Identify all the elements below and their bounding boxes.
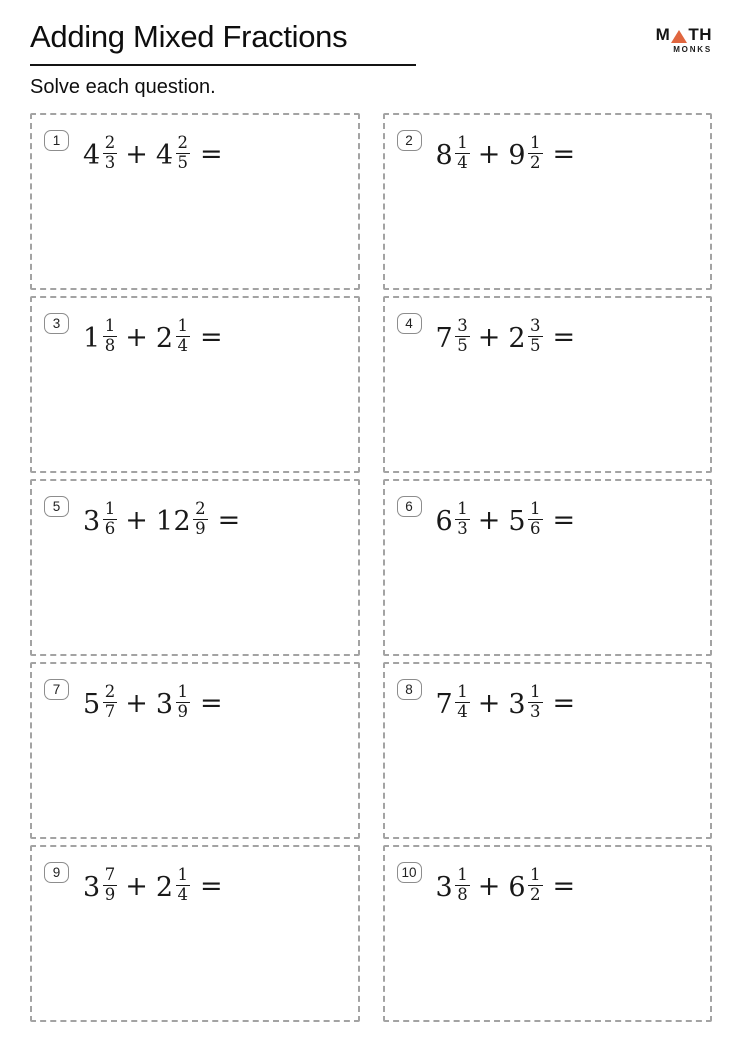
problem-number-badge	[44, 496, 69, 517]
whole-number-2: 3	[508, 688, 526, 720]
fraction-1	[455, 864, 470, 905]
math-monks-logo	[656, 26, 712, 54]
equals-sign: =	[552, 505, 576, 537]
numerator-1: 1	[457, 864, 468, 884]
plus-operator: +	[477, 322, 501, 354]
denominator-2: 5	[530, 336, 541, 356]
numerator-2: 1	[530, 498, 541, 518]
numerator-1: 2	[104, 681, 116, 701]
math-expression	[435, 132, 576, 173]
denominator-1: 4	[457, 702, 468, 722]
whole-number-2: 2	[155, 871, 174, 903]
fraction-1	[455, 681, 470, 722]
logo-subtext: MONKS	[673, 45, 712, 54]
whole-number-2: 12	[155, 505, 192, 537]
whole-number-2: 6	[508, 871, 527, 903]
fraction-2	[528, 498, 543, 539]
whole-number-2: 5	[508, 505, 526, 537]
whole-number-1: 3	[83, 871, 101, 903]
fraction-1	[103, 498, 118, 539]
whole-number-1: 8	[435, 139, 454, 171]
plus-operator: +	[125, 688, 148, 720]
whole-number-2: 4	[155, 139, 174, 171]
plus-operator: +	[125, 322, 148, 354]
denominator-1: 3	[457, 519, 468, 539]
triangle-icon	[671, 30, 687, 43]
equals-sign: =	[552, 688, 576, 720]
logo-letters-th: TH	[688, 25, 712, 44]
whole-number-1: 1	[83, 322, 101, 354]
numerator-2: 1	[530, 681, 541, 701]
denominator-2: 4	[177, 885, 188, 905]
math-expression	[435, 681, 576, 722]
denominator-2: 5	[177, 153, 188, 173]
fraction-1	[103, 681, 118, 722]
plus-operator: +	[125, 871, 148, 903]
problem-box	[30, 662, 360, 839]
numerator-2: 1	[530, 864, 541, 884]
whole-number-1: 7	[435, 322, 454, 354]
denominator-1: 6	[104, 519, 116, 539]
math-expression	[83, 864, 223, 905]
fraction-2	[193, 498, 208, 539]
denominator-1: 4	[457, 153, 468, 173]
problem-number-badge	[397, 130, 422, 151]
numerator-1: 7	[104, 864, 116, 884]
denominator-2: 4	[177, 336, 188, 356]
equals-sign: =	[552, 139, 576, 171]
fraction-2	[176, 681, 191, 722]
problem-number-badge	[44, 313, 69, 334]
problem-number: 5	[52, 498, 61, 514]
instructions-text: Solve each question.	[30, 75, 216, 98]
fraction-2	[528, 681, 543, 722]
numerator-2: 2	[195, 498, 206, 518]
numerator-1: 2	[104, 132, 116, 152]
whole-number-1: 7	[435, 688, 454, 720]
equals-sign: =	[200, 139, 223, 171]
numerator-2: 1	[530, 132, 541, 152]
problem-box	[383, 662, 713, 839]
fraction-1	[455, 132, 470, 173]
fraction-2	[176, 315, 191, 356]
problem-number: 8	[405, 681, 413, 697]
problem-number-badge	[397, 679, 422, 700]
fraction-1	[103, 132, 118, 173]
denominator-1: 9	[104, 885, 116, 905]
numerator-2: 1	[177, 315, 188, 335]
logo-letter-m: M	[655, 25, 671, 44]
numerator-1: 1	[104, 315, 116, 335]
problem-box	[383, 113, 713, 290]
whole-number-1: 4	[83, 139, 101, 171]
fraction-2	[528, 132, 543, 173]
fraction-2	[176, 132, 191, 173]
numerator-2: 3	[530, 315, 541, 335]
denominator-2: 3	[530, 702, 541, 722]
numerator-1: 1	[457, 498, 468, 518]
numerator-1: 1	[457, 132, 468, 152]
math-expression	[83, 132, 223, 173]
plus-operator: +	[477, 688, 501, 720]
denominator-2: 2	[530, 153, 541, 173]
math-expression	[83, 498, 241, 539]
whole-number-1: 3	[83, 505, 101, 537]
numerator-1: 1	[457, 681, 468, 701]
denominator-2: 9	[177, 702, 188, 722]
denominator-1: 3	[104, 153, 116, 173]
denominator-1: 5	[457, 336, 468, 356]
whole-number-2: 3	[155, 688, 174, 720]
plus-operator: +	[477, 871, 501, 903]
denominator-2: 6	[530, 519, 541, 539]
plus-operator: +	[477, 505, 501, 537]
denominator-2: 9	[195, 519, 206, 539]
fraction-1	[103, 864, 118, 905]
fraction-1	[103, 315, 118, 356]
whole-number-2: 9	[508, 139, 526, 171]
whole-number-2: 2	[155, 322, 174, 354]
problem-box	[383, 296, 713, 473]
page-title: Adding Mixed Fractions	[30, 19, 348, 54]
fraction-2	[528, 864, 543, 905]
title-block	[30, 19, 416, 66]
problem-number: 1	[52, 132, 61, 148]
fraction-2	[528, 315, 543, 356]
numerator-2: 2	[177, 132, 188, 152]
denominator-1: 8	[457, 885, 468, 905]
problem-number: 3	[52, 315, 61, 331]
plus-operator: +	[125, 139, 148, 171]
problem-box	[30, 296, 360, 473]
numerator-2: 1	[177, 681, 188, 701]
whole-number-1: 5	[83, 688, 101, 720]
plus-operator: +	[477, 139, 501, 171]
problem-number: 4	[405, 315, 413, 331]
numerator-1: 1	[104, 498, 116, 518]
problems-grid	[30, 113, 712, 1022]
problem-box	[30, 479, 360, 656]
whole-number-1: 3	[435, 871, 454, 903]
numerator-1: 3	[457, 315, 468, 335]
denominator-2: 2	[530, 885, 541, 905]
problem-number: 6	[405, 498, 413, 514]
denominator-1: 8	[104, 336, 116, 356]
page-header	[30, 0, 712, 66]
problem-box	[30, 845, 360, 1022]
math-expression	[435, 498, 576, 539]
problem-box	[383, 845, 713, 1022]
problem-number-badge	[44, 679, 69, 700]
problem-number-badge	[397, 496, 422, 517]
problem-number: 7	[52, 681, 61, 697]
problem-number: 10	[401, 864, 417, 880]
problem-number-badge	[44, 130, 69, 151]
equals-sign: =	[200, 322, 223, 354]
equals-sign: =	[200, 688, 223, 720]
math-expression	[435, 864, 576, 905]
equals-sign: =	[200, 871, 223, 903]
plus-operator: +	[125, 505, 148, 537]
math-expression	[83, 315, 223, 356]
problem-number: 2	[405, 132, 413, 148]
problem-box	[383, 479, 713, 656]
equals-sign: =	[552, 322, 576, 354]
logo-wordmark	[656, 26, 712, 43]
problem-number-badge	[397, 862, 422, 883]
numerator-2: 1	[177, 864, 188, 884]
equals-sign: =	[217, 505, 241, 537]
problem-box	[30, 113, 360, 290]
whole-number-2: 2	[508, 322, 526, 354]
problem-number-badge	[44, 862, 69, 883]
denominator-1: 7	[104, 702, 116, 722]
fraction-1	[455, 315, 470, 356]
problem-number-badge	[397, 313, 422, 334]
whole-number-1: 6	[435, 505, 454, 537]
problem-number: 9	[52, 864, 61, 880]
math-expression	[435, 315, 576, 356]
math-expression	[83, 681, 223, 722]
fraction-2	[176, 864, 191, 905]
equals-sign: =	[552, 871, 576, 903]
fraction-1	[455, 498, 470, 539]
